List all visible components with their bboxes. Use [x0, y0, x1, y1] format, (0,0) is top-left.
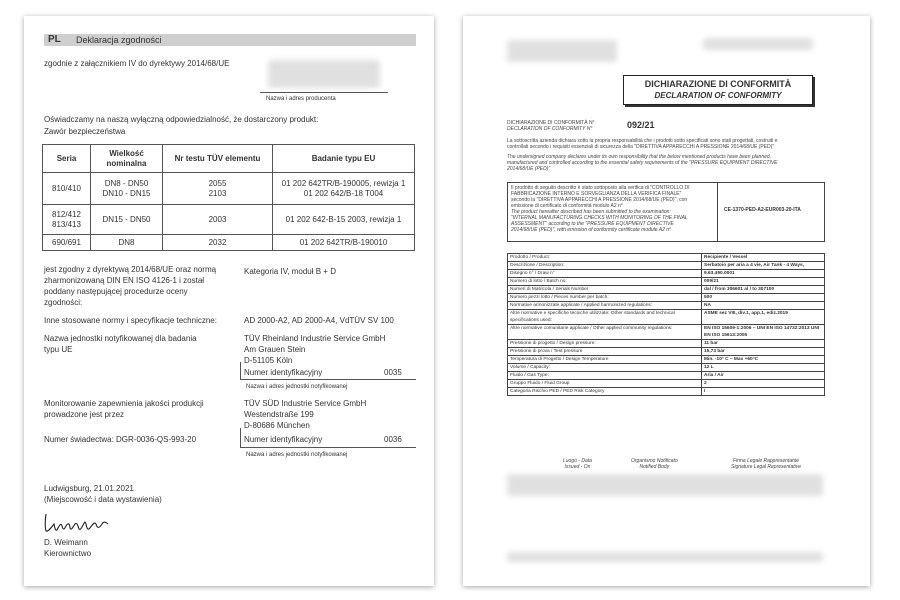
table-cell: 690/691 [43, 235, 91, 251]
table-row [508, 270, 825, 278]
product-field-label: Gruppo Fluido / Fluid Group [508, 380, 702, 388]
declaration-text: Oświadczamy na naszą wyłączną odpowiedzialność, że dostarczony produkt: [44, 115, 319, 124]
product-field-label: Pressione di progetto / Design pressure: [508, 340, 702, 348]
notified-body-label: Nazwa jednostki notyfikowanej dla badania [44, 334, 197, 343]
exam-value: 01 202 642TR/B-190005, rewizja 1 [281, 178, 406, 188]
table-row [43, 205, 415, 235]
paragraph-it-line: La sottoscritta azienda dichiara sotto la propria responsabilità che i prodotti sotto specificati sono stati progettati, costruiti e [507, 138, 778, 144]
notified-body-line: D-51105 Köln [244, 356, 293, 365]
paragraph-it-line: controllati secondo i requisiti essenziali di sicurezza della "DIRETTIVA APPARECCHI A PRESSIONE 2014/68/UE (PED)" [507, 144, 775, 150]
certificate-box-text [508, 183, 718, 241]
product-field-label: Descrizione / Description: [508, 262, 702, 270]
divider [240, 379, 416, 380]
footer-label: Issued - On [564, 464, 591, 470]
size-value: DN8 - DN50 [104, 178, 149, 188]
cert-line: 2014/68/UE (PED)", with emission of conformity certificate module A2 n° [511, 227, 672, 233]
product-name: Zawór bezpieczeństwa [44, 127, 126, 136]
product-field-label: Categoria Rischio PED / PED Risk Category [508, 388, 702, 396]
table-row [508, 302, 825, 310]
notified-body-line: TÜV SÜD Industrie Service GmbH [244, 399, 367, 408]
table-row [508, 254, 825, 262]
monitoring-label: prowadzone jest przez [44, 410, 125, 419]
divider [240, 428, 241, 448]
table-header: Seria [43, 145, 91, 173]
product-field-label: Temperatura di Progetto / Design Temperature [508, 356, 702, 364]
notified-body-line: Westendstraße 199 [244, 410, 314, 419]
redacted-company-logo [507, 40, 617, 62]
product-field-value: 12 L [702, 364, 825, 372]
product-field-value: I [702, 388, 825, 396]
table-cell: 810/410 [43, 173, 91, 205]
product-field-value: Aria / Air [702, 372, 825, 380]
table-row [508, 372, 825, 380]
test-value: 2103 [208, 188, 227, 198]
heading-english: DECLARATION OF CONFORMITY [654, 91, 782, 100]
product-field-value: Recipiente / Vessel [702, 254, 825, 262]
table-row [508, 380, 825, 388]
id-label: Numer identyfikacyjny [244, 435, 323, 444]
notified-body-line: Am Grauen Stein [244, 345, 306, 354]
footer-notified-body [631, 458, 678, 470]
monitoring-label: Monitorowanie zapewnienia jakości produkcji [44, 399, 204, 408]
certificate-number: Numer świadectwa: DGR-0036-QS-993-20 [44, 435, 197, 444]
paragraph-en-line: The undersigned company declares under its own responsibility that the below mentioned products have been planned, [507, 154, 772, 160]
footer-label: Luogo - Data [563, 458, 592, 464]
table-cell [91, 173, 163, 205]
nb-caption: Nazwa i adres jednostki notyfikowanej [246, 384, 348, 390]
intro-text: zgodnie z załącznikiem IV do dyrektywy 2014/68/UE [44, 59, 230, 68]
product-field-label: Altre normative e specifiche tecniche utilizzate: Other standards and technical specifications used: [508, 310, 702, 325]
product-field-value: 500 [702, 294, 825, 302]
place-date-caption: (Miejscowość i data wystawienia) [44, 495, 162, 504]
conformity-line: poddany następującej procedurze oceny [44, 287, 188, 296]
divider [260, 92, 388, 93]
footer-label: Notified Body [639, 464, 670, 470]
heading-italian: DICHIARAZIONE DI CONFORMITÀ [644, 79, 792, 89]
redacted-signatures [507, 474, 823, 496]
cert-line: The product hereafter described has been submitted to the examination: [511, 209, 671, 215]
product-field-value: NA [702, 302, 825, 310]
cert-line: emissione di certificato di conformità modulo A2 n° [511, 203, 623, 209]
signer-role: Kierownictwo [44, 549, 92, 558]
nb-caption: Nazwa i adres jednostki notyfikowanej [246, 452, 348, 458]
table-row [508, 364, 825, 372]
cert-line: ASSESSMENT" according to the "PRESSURE EQUIPMENT DIRECTIVE [511, 221, 674, 227]
cert-line: secondo la "DIRETTIVA APPARECCHI A PRESSIONE 2014/68/UE (PED)", con [511, 197, 688, 203]
category-text: Kategoria IV, moduł B + D [244, 267, 336, 276]
table-header: Nr testu TÜV elementu [163, 145, 273, 173]
table-cell: DN15 - DN50 [91, 205, 163, 235]
product-field-label: Disegno n° / Draw n° [508, 270, 702, 278]
product-field-value: EN ISO 15609-1:2006 – UNI EN ISO 14732:2013 UNI EN ISO 15613:2005 [702, 325, 825, 340]
table-row [508, 294, 825, 302]
italian-declaration-page [463, 16, 870, 586]
cert-line: "INTERNAL MANUFACTURING CHECKS WITH MONITORING OF THE FINAL [511, 215, 688, 221]
table-cell: 812/412 813/413 [43, 205, 91, 235]
product-field-label: Volume / Capacity: [508, 364, 702, 372]
product-field-value: 15,73 bar [702, 348, 825, 356]
product-field-value: 2 [702, 380, 825, 388]
table-row [508, 388, 825, 396]
test-value: 2055 [208, 178, 227, 188]
place-date: Ludwigsburg, 21.01.2021 [44, 484, 134, 493]
product-field-value: 9.63.490.0001 [702, 270, 825, 278]
table-row [43, 173, 415, 205]
signature-image [42, 512, 122, 534]
footer-label: Signature Legal Representative [731, 464, 802, 470]
table-row [43, 235, 415, 251]
table-cell [163, 173, 273, 205]
paragraph-en-line: manufactured and controlled according to the essential safety requirements of the "PRESSURE EQUIPMENT DIRECTIVE [507, 160, 778, 166]
redacted-footer-address [507, 552, 823, 562]
footer-label: Firma Legale Rappresentante [732, 458, 800, 464]
divider [240, 447, 416, 448]
tuv-table [42, 144, 415, 251]
footer-label: Organismo Notificato [631, 458, 678, 464]
table-cell: 01 202 642TR/B-190010 [273, 235, 415, 251]
conformity-line: zharmonizowaną DIN EN ISO 4126-1 i został [44, 276, 205, 285]
title-bar [44, 34, 416, 46]
cert-line: Il prodotto di seguito descritto è stato sottoposto alla verifica di "CONTROLLO DI [511, 185, 690, 191]
id-value: 0035 [384, 368, 402, 377]
producer-caption: Nazwa i adres producenta [266, 96, 336, 102]
product-field-label: Numero pezzi lotto / Pieces number per batch: [508, 294, 702, 302]
table-row [508, 325, 825, 340]
table-cell: 2032 [163, 235, 273, 251]
product-field-label: Numero di lotto / Batch no: [508, 278, 702, 286]
conformity-line: zgodności: [44, 298, 83, 307]
product-field-value: 11 bar [702, 340, 825, 348]
table-row [508, 286, 825, 294]
table-header: Wielkość nominalna [91, 145, 163, 173]
doc-number: 092/21 [627, 120, 655, 130]
other-standards-label: Inne stosowane normy i specyfikacje techniczne: [44, 316, 217, 325]
page-title: Deklaracja zgodności [76, 35, 162, 45]
table-row [508, 356, 825, 364]
table-row [508, 278, 825, 286]
doc-number-label-en: DECLARATION OF CONFORMITY N° [507, 126, 593, 132]
paragraph-en-line: 2014/68/UE (PED)" [507, 166, 551, 172]
language-code: PL [48, 34, 61, 45]
doc-number-label-it: DICHIARAZIONE DI CONFORMITÀ N° [507, 120, 595, 126]
table-row [508, 348, 825, 356]
product-field-value: dal / from 306601 al / to 307100 [702, 286, 825, 294]
product-table [507, 253, 825, 396]
polish-declaration-page [24, 16, 434, 586]
table-cell [273, 173, 415, 205]
product-field-label: Normative armonizzate applicate / Applied harmonized regulations: [508, 302, 702, 310]
product-field-label: Fluido / Gas Type: [508, 372, 702, 380]
table-row [508, 340, 825, 348]
table-cell: 01 202 642-B-15 2003, rewizja 1 [273, 205, 415, 235]
table-cell: DN8 [91, 235, 163, 251]
size-value: DN10 - DN15 [102, 188, 151, 198]
product-field-label: Altre normative comunitarie applicate / Other applied community regulations: [508, 325, 702, 340]
conformity-line: jest zgodny z dyrektywą 2014/68/UE oraz normą [44, 265, 217, 274]
product-field-value: ASME sez VIII, div.1, app.1, ediz.2019 [702, 310, 825, 325]
product-field-label: Prodotto / Product: [508, 254, 702, 262]
declaration-heading-box [623, 75, 813, 105]
notified-body-line: D-80686 München [244, 421, 310, 430]
product-field-label: Numeri di Matricola / Serials Number [508, 286, 702, 294]
product-field-label: Pressione di prova / Test pressure [508, 348, 702, 356]
table-row [508, 262, 825, 270]
id-value: 0036 [384, 435, 402, 444]
table-header: Badanie typu EU [273, 145, 415, 173]
notified-body-line: TÜV Rheinland Industrie Service GmbH [244, 334, 386, 343]
exam-value: 01 202 642/B-18 T004 [303, 188, 384, 198]
product-field-value: Serbatoio per aria a 4 vie, Air Tank - 4 Ways, [702, 262, 825, 270]
product-field-value: 009/21 [702, 278, 825, 286]
id-label: Numer identyfikacyjny [244, 368, 323, 377]
product-field-value: Min. -10° C – Max +60°C [702, 356, 825, 364]
table-cell: 2003 [163, 205, 273, 235]
certificate-number: CE-1370-PED-A2-EUR003-20-ITA [724, 207, 801, 213]
redacted-company-address [703, 38, 813, 50]
footer-signature [731, 458, 801, 470]
certificate-box [507, 182, 825, 242]
notified-body-label: typu UE [44, 345, 73, 354]
cert-line: FABBRICAZIONE INTERNO E SORVEGLIANZA DELLA VERIFICA FINALE" [511, 191, 682, 197]
redacted-producer [268, 60, 380, 88]
table-row [508, 310, 825, 325]
other-standards-value: AD 2000-A2, AD 2000-A4, VdTÜV SV 100 [244, 316, 394, 325]
signer-name: D. Weimann [44, 538, 88, 547]
divider [240, 362, 241, 380]
footer-place-date [563, 458, 592, 470]
